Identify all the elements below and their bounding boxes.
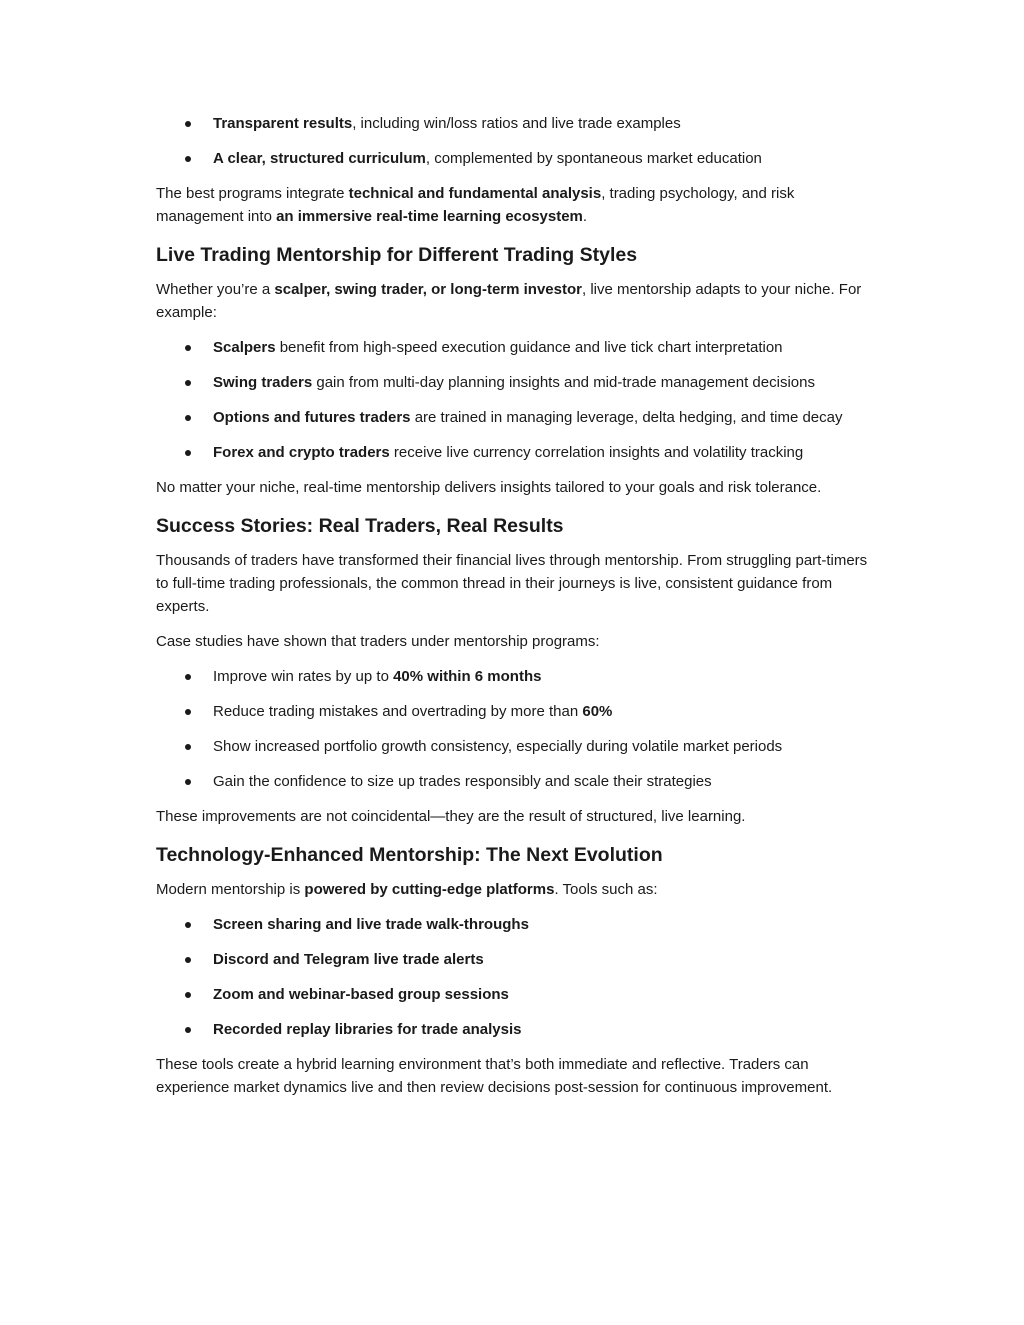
list-item: A clear, structured curriculum, complemented by spontaneous market education [156, 147, 871, 170]
section-heading-success-stories: Success Stories: Real Traders, Real Results [156, 515, 564, 537]
bullet-icon [185, 345, 191, 351]
technology-closing: These tools create a hybrid learning environment that’s both immediate and reflective. Traders can experience market dynamics live and then review decisions post-session for continuous improvement. [156, 1056, 833, 1096]
list-item: Swing traders gain from multi-day planning insights and mid-trade management decisions [156, 371, 871, 394]
section-heading-technology: Technology-Enhanced Mentorship: The Next Evolution [156, 844, 663, 866]
bullet-icon [185, 709, 191, 715]
bullet-icon [185, 674, 191, 680]
bullet-icon [185, 1027, 191, 1033]
section-heading-trading-styles: Live Trading Mentorship for Different Trading Styles [156, 244, 638, 266]
bullet-icon [185, 957, 191, 963]
bullet-icon [185, 156, 191, 162]
success-paragraph-1: Thousands of traders have transformed their financial lives through mentorship. From struggling part-timers to full-time trading professionals, the common thread in their journeys is live, consistent guidance from experts. [156, 552, 868, 615]
list-item: Scalpers benefit from high-speed execution guidance and live tick chart interpretation [156, 336, 871, 359]
list-item: Screen sharing and live trade walk-throughs [156, 913, 871, 936]
bullet-icon [185, 744, 191, 750]
list-item: Zoom and webinar-based group sessions [156, 983, 871, 1006]
list-item: Gain the confidence to size up trades responsibly and scale their strategies [156, 770, 871, 793]
list-item: Improve win rates by up to 40% within 6 months [156, 665, 871, 688]
list-item: Forex and crypto traders receive live currency correlation insights and volatility tracking [156, 441, 871, 464]
trading-styles-list [156, 336, 871, 464]
success-results-list [156, 665, 871, 793]
bullet-icon [185, 922, 191, 928]
bullet-icon [185, 415, 191, 421]
bullet-icon [185, 992, 191, 998]
technology-tools-list [156, 913, 871, 1041]
bullet-icon [185, 121, 191, 127]
bullet-icon [185, 380, 191, 386]
document-body [156, 112, 871, 1111]
list-item: Show increased portfolio growth consistency, especially during volatile market periods [156, 735, 871, 758]
list-item: Options and futures traders are trained in managing leverage, delta hedging, and time decay [156, 406, 871, 429]
success-closing: These improvements are not coincidental—they are the result of structured, live learning. [156, 808, 746, 825]
success-paragraph-2: Case studies have shown that traders under mentorship programs: [156, 633, 600, 650]
list-item: Recorded replay libraries for trade analysis [156, 1018, 871, 1041]
intro-paragraph: The best programs integrate technical and fundamental analysis, trading psychology, and risk management into an immersive real-time learning ecosystem. [156, 185, 795, 225]
bullet-icon [185, 450, 191, 456]
bullet-icon [185, 779, 191, 785]
list-item: Transparent results, including win/loss ratios and live trade examples [156, 112, 871, 135]
trading-styles-lead: Whether you’re a scalper, swing trader, or long-term investor, live mentorship adapts to your niche. For example: [156, 281, 862, 321]
list-item: Reduce trading mistakes and overtrading by more than 60% [156, 700, 871, 723]
list-item: Discord and Telegram live trade alerts [156, 948, 871, 971]
trading-styles-closing: No matter your niche, real-time mentorship delivers insights tailored to your goals and risk tolerance. [156, 479, 822, 496]
intro-bullet-list [156, 112, 871, 170]
technology-lead: Modern mentorship is powered by cutting-edge platforms. Tools such as: [156, 881, 658, 898]
